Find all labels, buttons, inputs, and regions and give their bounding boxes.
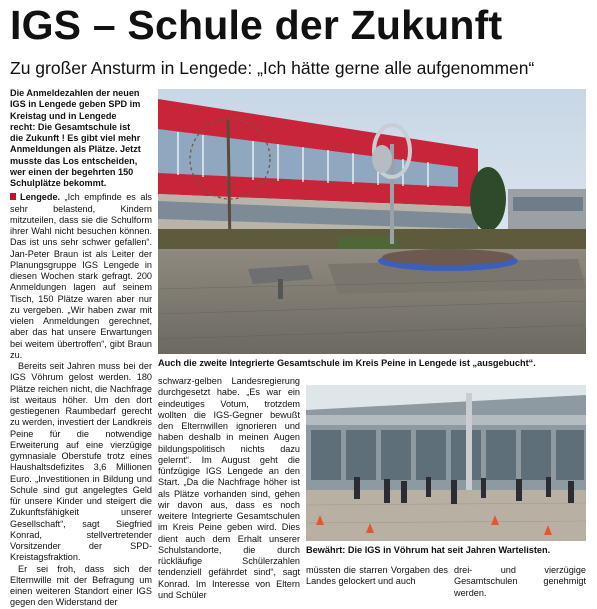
column-left	[10, 88, 152, 609]
dateline: Lengede.	[20, 192, 61, 203]
lead-line: Die Anmeldezahlen der neuen	[10, 88, 140, 98]
photo-caption-lengede: Auch die zweite Integrierte Gesamtschule im Kreis Peine in Lengede ist „ausgebucht“.	[158, 358, 536, 368]
body-text: „Ich empfinde es als sehr belastend, Kindern mitzuteilen, dass sie die Schulform ihrer Wahl nicht besuchen können. Das ist uns sehr schwer gefallen“. Jan-Peter Braun ist als Leiter der Planungsgruppe IGS Lengede in diesen Wochen stark gefragt. 200 Anmeldungen lagen auf seinem Tisch, 150 Plätze waren aber nur zu vergeben. „Wir haben zwar mit vielen Anmeldungen gerechnet, aber das hat unsere Erwartungen bei weitem übertroffen“, gibt Braun zu.	[10, 192, 152, 360]
headline: IGS – Schule der Zukunft	[10, 2, 503, 48]
body-paragraph	[10, 192, 152, 361]
column-right-b	[454, 565, 586, 599]
igs-lengede-photo	[158, 89, 586, 354]
photo-caption-voehrum: Bewährt: Die IGS in Vöhrum hat seit Jahren Wartelisten.	[306, 545, 551, 555]
lead-line: recht: Die Gesamtschule ist	[10, 121, 131, 132]
igs-lengede-illustration	[158, 89, 586, 354]
igs-voehrum-illustration	[306, 385, 586, 541]
subheadline: Zu großer Ansturm in Lengede: „Ich hätte gerne alle aufgenommen“	[10, 58, 535, 78]
body-paragraph: Er sei froh, dass sich der Elternwille mit der Befragung um einen weiteren Standort einer IGS gegen den Widerstand der	[10, 563, 152, 608]
column-middle	[158, 376, 300, 601]
body-paragraph: müssten die starren Vorgaben des Landes gelockert und auch	[306, 565, 448, 587]
body-paragraph: drei- und vierzügige Gesamtschulen genehmigt werden.	[454, 565, 586, 598]
lead-line: Schulplätze bekommt.	[10, 178, 107, 188]
red-square-marker	[10, 193, 16, 200]
lead-line: musste das Los entscheiden,	[10, 155, 138, 166]
igs-voehrum-photo	[306, 385, 586, 541]
body-paragraph: Bereits seit Jahren muss bei der IGS Vöhrum gelost werden. 180 Plätze reichen nicht, die Nachfrage ist weitaus höher. Um den dort gestiegenen Raumbedarf gerecht zu werden, investiert der Landkreis Peine für die notwendige Erweiterung auf eine vierzügige gymnasiale Oberstufe trotz eines Haushaltsdefizites 3,6 Millionen Euro. „Investitionen in Bildung und Schule sind gut angelegtes Geld für unsere Kinder und steigert die Zukunftsfähigkeit unserer Gesellschaft“, sagt Siegfried Konrad, stellvertretender Vorsitzender der SPD-Kreistagsfraktion.	[10, 361, 152, 563]
lead-line: wer einen der begehrten 150	[10, 166, 134, 177]
lead-line: die Zukunft ! Es gibt viel mehr	[10, 133, 141, 143]
lead-line: Kreistag und in Lengede	[10, 110, 117, 121]
body-paragraph: schwarz-gelben Landesregierung durchgesetzt habe. „Es war ein eindeutiges Votum, trotzdem wollten die IGS-Gegner bewußt den Elternwillen ignorieren und haben deshalb in meinen Augen bildungspolitisch nichts dazu gelernt“. Im August geht die fünfzügige IGS Lengede an den Start. „Da die Nachfrage höher ist als Plätze vorhanden sind, gehen wir davon aus, dass es noch weitere Integrierte Gesamtschulen im Kreis Peine geben wird. Dies dient auch dem Erhalt unserer Schulstandorte, die durch rückläufige Schülerzahlen tendenziell gefährdet sind“, sagt Konrad. Im Interesse von Eltern und Schüler	[158, 376, 300, 600]
lead-paragraph	[10, 88, 152, 189]
column-right-a	[306, 565, 448, 588]
lead-line: IGS in Lengede geben SPD im	[10, 99, 141, 110]
lead-line: Anmeldungen als Plätze. Jetzt	[10, 144, 141, 155]
